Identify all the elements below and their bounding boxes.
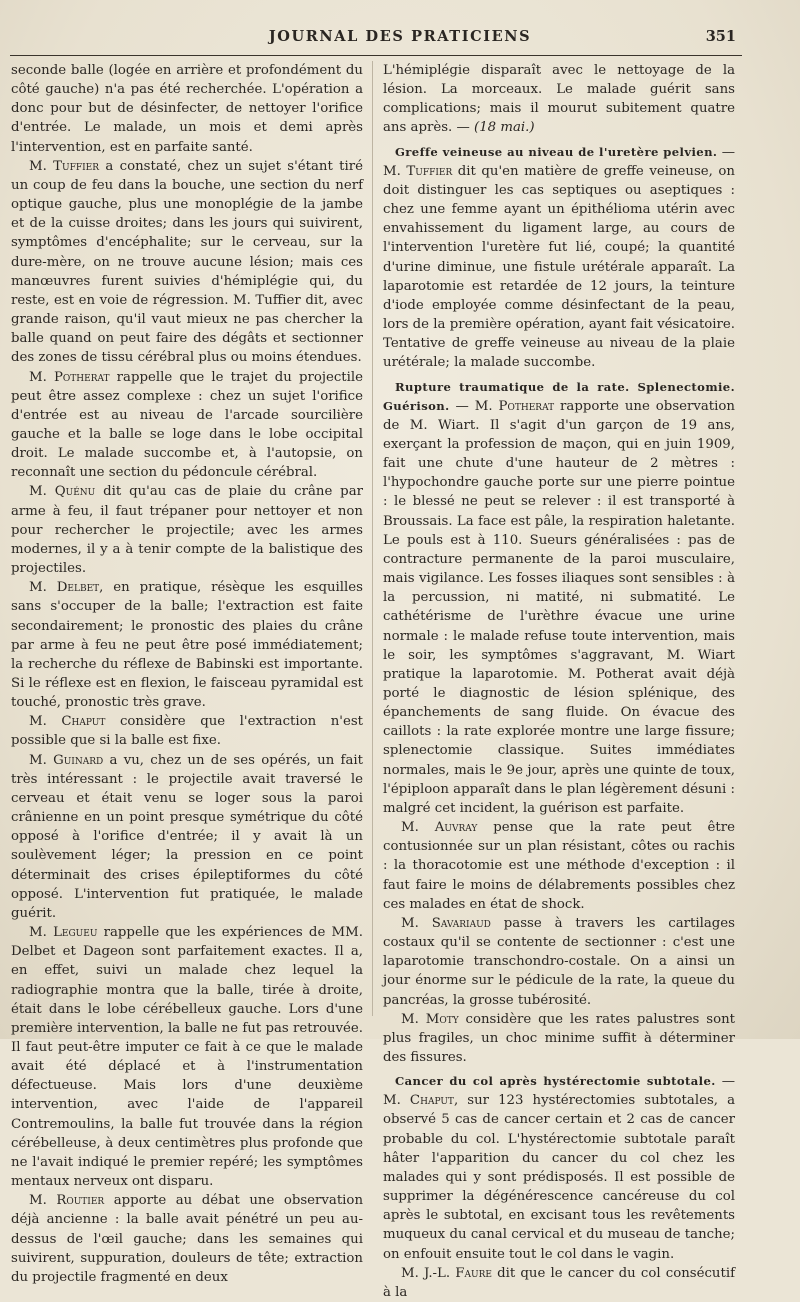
paragraph (11, 368, 363, 483)
paragraph (11, 482, 363, 578)
paragraph (11, 712, 363, 750)
author-name: M. Delbet (29, 580, 100, 596)
page-number: 351 (705, 28, 736, 45)
paragraph-text: rappelle que le trajet du projectile peut être assez complexe : chez un sujet l'orifice d'entrée est au niveau de l'arcade sourcilière gauche et la balle se loge dans le lobe occipital droit. Le malade succombe et, à l'autopsie, on reconnaît une section du pédoncule cérébral. (11, 369, 363, 481)
paragraph (383, 818, 735, 914)
paragraph (383, 914, 735, 1010)
paragraph-text: rappelle que les expériences de MM. Delbet et Dageon sont parfaitement exactes. Il a, en effet, suivi un malade chez lequel la radiographie montra que la balle, tirée à droite, était dans le lobe cérébelleux gauche. Lors d'une première intervention, la balle ne fut pas retrouvée. Il faut peut-être imputer ce fait à ce que le malade avait été déplacé et à l'instrumentation défectueuse. Mais lors d'une deuxième intervention, avec l'aide de l'appareil Contremoulins, la balle fut trouvée dans la région cérébelleuse, à deux centimètres plus profonde que ne l'avait indiqué le premier repéré; les symptômes mentaux nerveux ont disparu. (11, 925, 363, 1190)
paragraph: seconde balle (logée en arrière et profondément du côté gauche) n'a pas été recherchée. L'opération a donc pour but de désinfecter, de nettoyer l'orifice d'entrée. Le malade, un mois et demi après l'intervention, est en parfaite santé. (11, 63, 363, 155)
header-rule (10, 55, 742, 56)
author-name: M. Chaput (383, 1093, 454, 1109)
paragraph-text: considère que l'extraction n'est possible que si la balle est fixe. (11, 714, 363, 749)
author-name: M. Potherat (474, 398, 555, 414)
author-name: M. Tuffier (383, 163, 453, 179)
author-name: M. Legueu (29, 925, 98, 941)
paragraph (383, 61, 735, 138)
journal-title: JOURNAL DES PRATICIENS (268, 28, 532, 45)
session-date: (18 mai.) (474, 120, 535, 136)
author-name: M. Chaput (29, 714, 106, 730)
paragraph-text: , en pratique, résèque les esquilles sans s'occuper de la balle; l'extraction est faite secondairement; le pronostic des plaies du crâne par arme à feu ne peut être posé immédiatement; la recherche du réflexe de Babinski est importante. Si le réflexe est en flexion, le faisceau pyramidal est touché, pronostic très grave. (11, 580, 363, 711)
section: Rupture traumatique de la rate. Splenectomie. Guérison. — M. Potherat rapporte une observation de M. Wiart. Il s'agit d'un garçon de 19 ans, exerçant la profession de maçon, qui en juin 1909, fait une chute d'une hauteur de 2 mètres : l'hypochondre gauche porte sur une pierre pointue : le blessé ne peut se relever : il est transporté à Broussais. La face est pâle, la respiration haletante. Le pouls est à 110. Sueurs généralisées : pas de contracture permanente de la paroi musculaire, mais vigilance. Les fosses iliaques sont sensibles : à la percussion, ni matité, ni submatité. Le cathétérisme de l'urèthre évacue une urine normale : le malade refuse toute intervention, mais le soir, les symptômes s'aggravant, M. Wiart pratique la laparotomie. M. Potherat avait déjà porté le diagnostic de lésion splénique, des épanchements de sang fluide. On évacue des caillots : la rate explorée montre une large fissure; splenectomie classique. Suites immédiates normales, mais le 9e jour, après une quinte de toux, l'épiploon apparaît dans le plan légèrement désuni : malgré cet incident, la guérison est parfaite. (383, 379, 735, 816)
paragraph (11, 923, 363, 1191)
paragraph-text: considère que les rates palustres sont plus fragiles, un choc minime suffit à déterminer des fissures. (383, 1011, 735, 1065)
paragraph-text: dit qu'en matière de greffe veineuse, on doit distinguer les cas septiques ou aseptiques : chez une femme ayant un épithélioma utérin avec envahissement du ligament large, au cours de l'intervention l'uretère fut lié, coupé; la quantité d'urine diminue, une fistule urétérale apparaît. La laparotomie est retardée de 12 jours, la teinture d'iode employée comme désinfectant de la peau, lors de la première opération, ayant fait vésicatoire. Tentative de greffe veineuse au niveau de la plaie urétérale; la malade succombe. (383, 163, 735, 371)
paragraph-text: pense que la rate peut être contusionnée sur un plan résistant, côtes ou rachis : la thoracotomie est une méthode d'exception : il faut faire le moins de délabrements possibles chez ces malades en état de shock. (383, 820, 735, 912)
paragraph-text: a constaté, chez un sujet s'étant tiré un coup de feu dans la bouche, une section du nerf optique gauche, plus une monoplégie de la jambe et de la cuisse droites; dans les jours qui suivirent, symptômes d'encéphalite; sur le cerveau, sur la dure-mère, on ne trouve aucune lésion; mais ces manœuvres furent suivies d'hémiplégie qui, du reste, est en voie de régression. M. Tuffier dit, avec grande raison, qu'il vaut mieux ne pas chercher la balle quand on peut faire des dégâts et sectionner des zones de tissu cérébral plus ou moins étendues. (11, 158, 363, 366)
paragraph (11, 1191, 363, 1287)
column-divider (372, 61, 373, 1016)
right-column (383, 61, 736, 1300)
section-title: Cancer du col après hystérectomie subtotale. (395, 1074, 716, 1089)
paragraph-text: dit qu'au cas de plaie du crâne par arme à feu, il faut trépaner pour nettoyer et non pour rechercher le projectile; avec les armes modernes, il y a à tenir compte de la balistique des projectiles. (11, 484, 363, 577)
paragraph (11, 578, 363, 712)
paragraph-text: passe à travers les cartilages costaux qu'il se contente de sectionner : c'est une laparotomie transchondro-costale. On a ainsi un jour énorme sur le pédicule de la rate, la queue du pancréas, la grosse tubérosité. (383, 915, 736, 1008)
section-title: Greffe veineuse au niveau de l'uretère pelvien. (395, 144, 718, 159)
section: Greffe veineuse au niveau de l'uretère pelvien. — M. Tuffier dit qu'en matière de greffe veineuse, on doit distinguer les cas septiques ou aseptiques : chez une femme ayant un épithélioma utérin avec envahissement du ligament large, au cours de l'intervention l'uretère fut lié, coupé; la quantité d'urine diminue, une fistule urétérale apparaît. La laparotomie est retardée de 12 jours, la teinture d'iode employée comme désinfectant de la peau, lors de la première opération, ayant fait vésicatoire. Tentative de greffe veineuse au niveau de la plaie urétérale; la malade succombe. (383, 144, 735, 371)
paragraph (383, 1264, 735, 1302)
author-name: M. Savariaud (401, 915, 491, 931)
paragraph-text: a vu, chez un de ses opérés, un fait très intéressant : le projectile avait traversé le cerveau et était venu se loger sous la paroi crânienne en un point presque symétrique du côté opposé à l'orifice d'entrée; il y avait là un soulèvement léger; la pression en ce point déterminait des crises épileptiformes du côté opposé. L'intervention fut pratiquée, le malade guérit. (11, 752, 363, 921)
author-name: M. Routier (29, 1193, 105, 1209)
author-name: M. Quénu (29, 484, 96, 500)
paragraph-text: rapporte une observation de M. Wiart. Il s'agit d'un garçon de 19 ans, exerçant la profession de maçon, qui en juin 1909, fait une chute d'une hauteur de 2 mètres : l'hypochondre gauche porte sur une pierre pointue : le blessé ne peut se relever : il est transporté à Broussais. La face est pâle, la respiration haletante. Le pouls est à 110. Sueurs généralisées : pas de contracture permanente de la paroi musculaire, mais vigilance. Les fosses iliaques sont sensibles : à la percussion, ni matité, ni submatité. Le cathétérisme de l'urèthre évacue une urine normale : le malade refuse toute intervention, mais le soir, les symptômes s'aggravant, M. Wiart pratique la laparotomie. M. Potherat avait déjà porté le diagnostic de lésion splénique, des épanchements de sang fluide. On évacue des caillots : la rate explorée montre une large fissure; splenectomie classique. Suites immédiates normales, mais le 9e jour, après une quinte de toux, l'épiploon apparaît dans le plan légèrement désuni : malgré cet incident, la guérison est parfaite. (383, 398, 735, 816)
paragraph (11, 751, 363, 923)
paragraph (11, 157, 363, 368)
paragraph-text: , sur 123 hystérectomies subtotales, a observé 5 cas de cancer certain et 2 cas de cancer probable du col. L'hystérectomie subtotale paraît hâter l'apparition du cancer du col chez les malades qui y sont prédisposés. Il est possible de supprimer la dégénérescence cancéreuse du col après le subtotal, en excisant tous les revêtements muqueux du canal cervical et du museau de tanche; on enfouit ensuite tout le col dans le vagin. (383, 1093, 735, 1262)
author-name: M. Moty (401, 1011, 459, 1027)
paragraph-text: apporte au débat une observation déjà ancienne : la balle avait pénétré un peu au-dessus de l'œil gauche; dans les semaines qui suivirent, suppuration, douleurs de tête; extraction du projectile fragmenté en deux (11, 1193, 364, 1285)
left-column (11, 61, 364, 1285)
paragraph (383, 1010, 735, 1067)
author-name: M. Potherat (29, 369, 110, 385)
author-name: M. J.-L. Faure (401, 1265, 492, 1281)
author-name: M. Guinard (29, 752, 104, 768)
paragraph-text: L'hémiplégie disparaît avec le nettoyage de la lésion. La morceaux. Le malade guérit sans complications; mais il mourut subitement quatre ans après. — (383, 63, 735, 136)
paragraph-text: dit que le cancer du col consécutif à la (383, 1265, 735, 1300)
author-name: M. Tuffier (29, 158, 100, 174)
author-name: M. Auvray (401, 820, 478, 836)
page-header (0, 22, 800, 50)
section-title: Rupture traumatique de la rate. Splenectomie. Guérison. (383, 379, 735, 413)
section: Cancer du col après hystérectomie subtotale. — M. Chaput, sur 123 hystérectomies subtotales, a observé 5 cas de cancer certain et 2 cas de cancer probable du col. L'hystérectomie subtotale paraît hâter l'apparition du cancer du col chez les malades qui y sont prédisposés. Il est possible de supprimer la dégénérescence cancéreuse du col après le subtotal, en excisant tous les revêtements muqueux du canal cervical et du museau de tanche; on enfouit ensuite tout le col dans le vagin. (383, 1074, 736, 1262)
